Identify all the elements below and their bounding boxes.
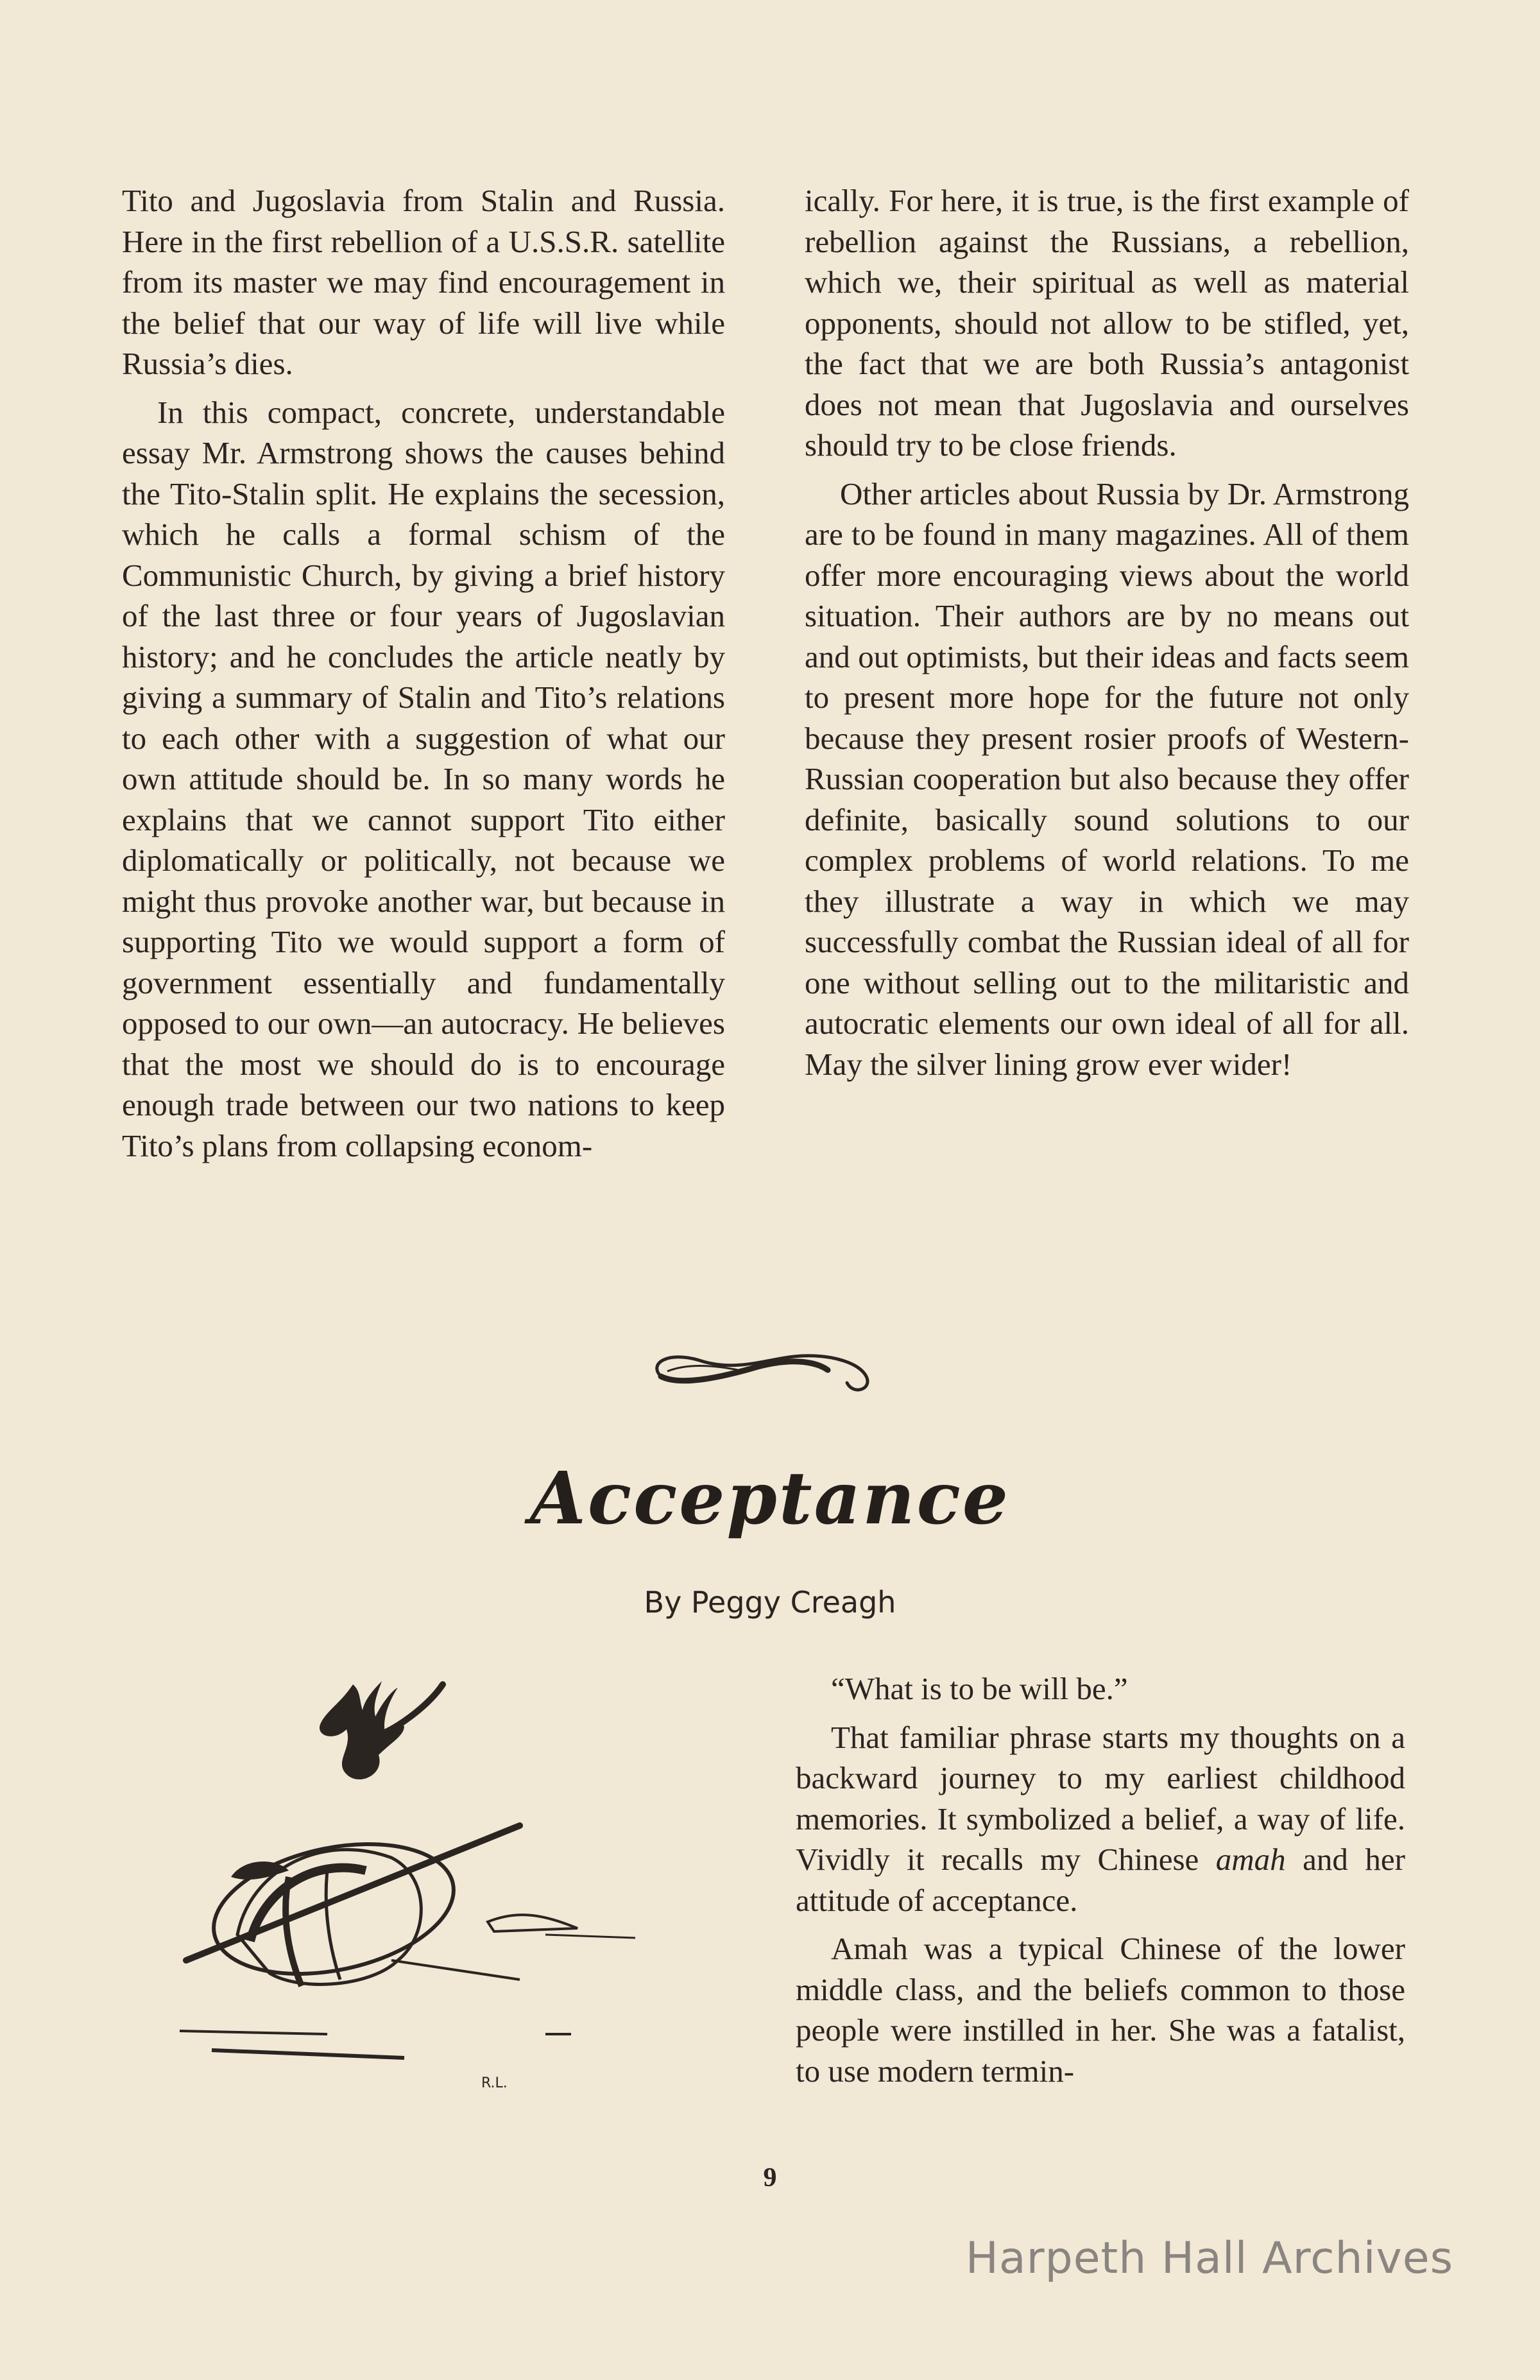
left-paragraph-1: Tito and Jugoslavia from Stalin and Russia. Here in the first rebellion of a U.S.S.R. satellite from its master we may find encouragement in the belief that our way of life will live while Russia’s dies. [122, 183, 725, 381]
article-paragraph-2: That familiar phrase starts my thoughts on a backward journey to my earliest childhood memories. It symbolized a belief, a way of life. Vividly it recalls my Chinese amah and her attitude of acceptance. [796, 1719, 1405, 1918]
article-paragraph-3: Amah was a typical Chinese of the lower middle class, and the beliefs common to those people were instilled in her. She was a fatalist, to use modern termin- [796, 1931, 1405, 2089]
right-paragraph-2: Other articles about Russia by Dr. Armstrong are to be found in many magazines. All of them offer more encouraging views about the world situation. Their authors are by no means out and out optimists, but their ideas and facts seem to present more hope for the future not only because they present rosier proofs of Western-Russian cooperation but also because they offer definite, basically sound solutions to our complex problems of world relations. To me they illustrate a way in which we may successfully combat the Russian ideal of all for one without selling out to the militaristic and autocratic elements our own ideal of all for all. May the silver lining grow ever wider! [805, 475, 1409, 1082]
article-byline: By Peggy Creagh [644, 1585, 896, 1620]
page-number: 9 [763, 2163, 777, 2193]
amah-italic: amah [1215, 1842, 1286, 1877]
flourish-ornament-icon [642, 1338, 886, 1402]
left-column [122, 180, 725, 1174]
article-paragraph-1: “What is to be will be.” [831, 1671, 1128, 1706]
amah-sketch-illustration [160, 1665, 635, 2114]
right-paragraph-1: ically. For here, it is true, is the first example of rebellion against the Russians, a rebellion, which we, their spiritual as well as material opponents, should not allow to be stifled, yet, the fact that we are both Russia’s antagonist does not mean that Jugoslavia and ourselves should try to be close friends. [805, 183, 1409, 463]
right-column [805, 180, 1409, 1092]
illustration-signature: R.L. [481, 2075, 508, 2091]
article-title: Acceptance [529, 1457, 1011, 1541]
article-body [796, 1668, 1405, 2099]
archive-watermark: Harpeth Hall Archives [965, 2233, 1453, 2284]
left-paragraph-2: In this compact, concrete, understandable essay Mr. Armstrong shows the causes behind the Tito-Stalin split. He explains the secession, which he calls a formal schism of the Communistic Church, by giving a brief history of the last three or four years of Jugoslavian history; and he concludes the article neatly by giving a summary of Stalin and Tito’s relations to each other with a suggestion of what our own attitude should be. In so many words he explains that we cannot support Tito either diplomatically or politically, not because we might thus provoke another war, but because in supporting Tito we would support a form of government essentially and fundamentally opposed to our own—an autocracy. He believes that the most we should do is to encourage enough trade between our two nations to keep Tito’s plans from collapsing econom- [122, 394, 725, 1163]
